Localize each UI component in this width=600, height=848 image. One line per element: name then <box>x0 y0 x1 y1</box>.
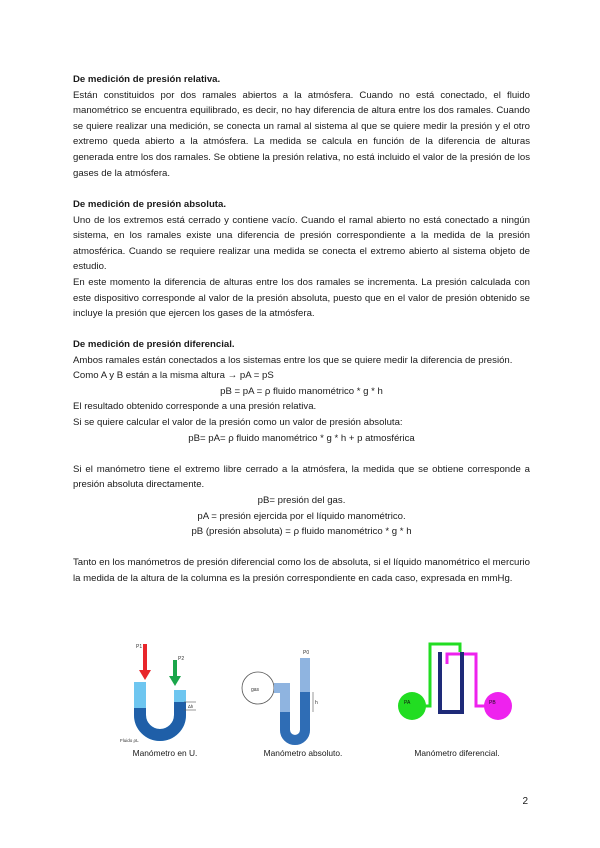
right-line <box>447 654 486 706</box>
definition: pA = presión ejercida por el líquido manométrico. <box>197 510 406 522</box>
section-paragraph: Tanto en los manómetros de presión diferencial como los de absoluta, si el líquido manométrico el mercurio la medida de la altura de la columna es la presión correspondiente en cada caso, expresada en mmHg. <box>73 557 530 584</box>
text-line: Si se quiere calcular el valor de la presión como un valor de presión absoluta: <box>73 416 403 428</box>
section-heading: De medición de presión absoluta. <box>73 199 226 210</box>
equation: pB= pA= ρ fluido manométrico * g * h + p atmosférica <box>188 432 415 444</box>
equation: pB = pA = ρ fluido manométrico * g * h <box>220 385 383 397</box>
label-h: h <box>315 700 318 706</box>
definition: pB= presión del gas. <box>257 494 346 506</box>
definition: pB (presión absoluta) = ρ fluido manométrico * g * h <box>191 526 412 538</box>
arrow-head-2 <box>169 676 181 686</box>
absolute-manometer-figure <box>242 650 318 740</box>
caption-u: Manómetro en U. <box>132 748 198 758</box>
label-gas: gas <box>251 687 260 693</box>
section-diferencial <box>73 337 530 587</box>
differential-manometer-figure <box>398 644 512 720</box>
section-heading: De medición de presión diferencial. <box>73 339 235 350</box>
section-relativa <box>73 72 530 181</box>
label-pa: PA <box>404 700 411 706</box>
section-paragraph: Ambos ramales están conectados a los sistemas entre los que se quiere medir la diferencia de presión. <box>73 354 513 366</box>
section-paragraph: Uno de los extremos está cerrado y contiene vacío. Cuando el ramal abierto no está conectado a ningún sistema, en los ramales existe una diferencia de presión correspondiente a la medida de la presión atmosférica. Cuando se requiere realizar una medida se conecta el extremo abierto al sistema objeto de estudio. <box>73 214 530 273</box>
label-p0: P0 <box>303 650 310 656</box>
system-a-bulb <box>398 692 426 720</box>
label-dh: ∆h <box>188 704 194 709</box>
section-absoluta <box>73 197 530 322</box>
page-number: 2 <box>522 796 528 807</box>
caption-abs: Manómetro absoluto. <box>263 748 343 758</box>
text-line: El resultado obtenido corresponde a una presión relativa. <box>73 401 317 413</box>
section-heading: De medición de presión relativa. <box>73 74 221 85</box>
figures-row <box>0 630 600 770</box>
mid-tube <box>440 652 462 712</box>
section-paragraph: Están constituidos por dos ramales abiertos a la atmósfera. Cuando no está conectado, el fluido manométrico se encuentra equilibrado, es decir, no hay diferencia de altura entre los dos ramales. Cuando se quiere realizar una medición, se conecta un ramal al sistema al que se quiere medir la presión y el otro extremo queda abierto a la atmósfera. La medida se calcula en función de la diferencia de alturas generada entre los dos ramales. Se obtiene la presión relativa, no está incluido el valor de la presión de los gases de la atmósfera. <box>73 89 530 179</box>
caption-dif: Manómetro diferencial. <box>414 748 500 758</box>
text-line: Como A y B están a la misma altura → pA = pS <box>73 370 274 382</box>
section-paragraph: En este momento la diferencia de alturas entre los dos ramales se incrementa. La presión calculada con este dispositivo corresponde al valor de la presión absoluta, puesto que en el valor de presión obtenido se incluye la presión que ejercen los gases de la atmósfera. <box>73 276 530 320</box>
system-b-bulb <box>484 692 512 720</box>
label-p1: P1 <box>136 644 143 650</box>
u-manometer-figure <box>120 644 196 743</box>
label-p2: P2 <box>178 656 185 662</box>
label-fluid: Fluido ρL <box>120 738 139 743</box>
arrow-head-1 <box>139 670 151 680</box>
section-paragraph: Si el manómetro tiene el extremo libre cerrado a la atmósfera, la medida que se obtiene corresponde a presión absoluta directamente. <box>73 463 530 491</box>
label-pb: PB <box>489 700 496 706</box>
